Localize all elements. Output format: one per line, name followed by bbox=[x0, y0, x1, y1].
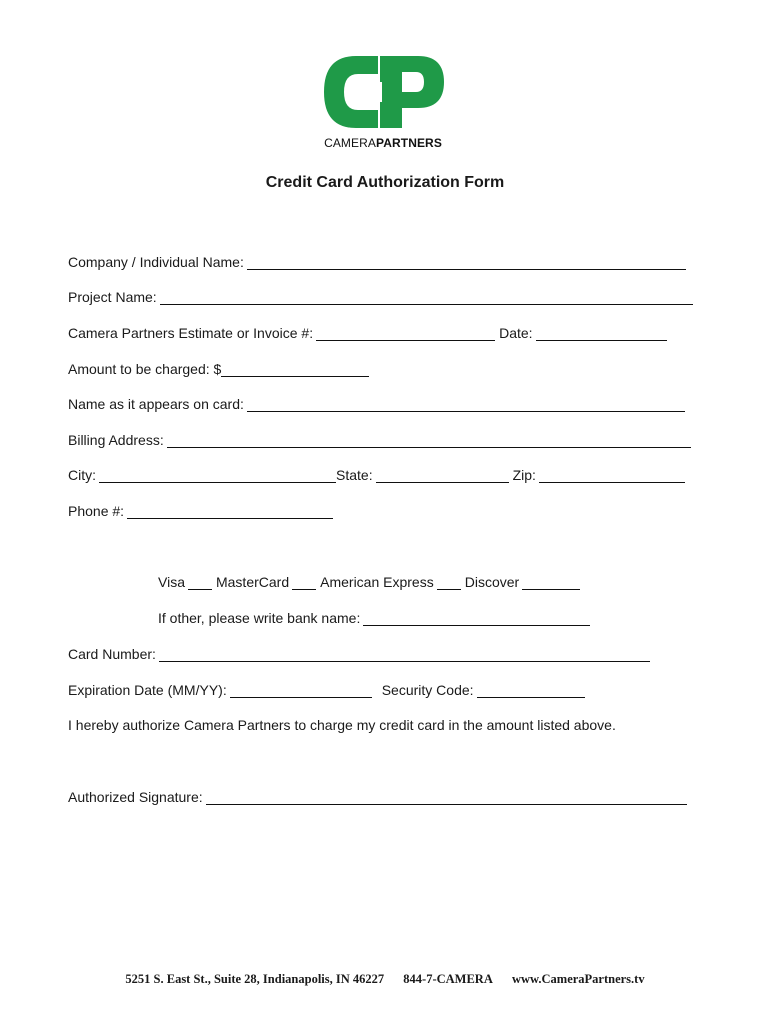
billing-field[interactable] bbox=[167, 433, 691, 448]
city-field[interactable] bbox=[99, 468, 336, 483]
billing-label: Billing Address: bbox=[68, 432, 164, 448]
logo-wordmark bbox=[318, 136, 448, 150]
other-bank-row bbox=[158, 606, 590, 626]
visa-label: Visa bbox=[158, 574, 185, 590]
billing-row bbox=[68, 428, 691, 448]
other-bank-label: If other, please write bank name: bbox=[158, 610, 361, 626]
amount-field[interactable] bbox=[221, 362, 369, 377]
project-label: Project Name: bbox=[68, 289, 157, 305]
zip-label: Zip: bbox=[512, 467, 536, 483]
security-field[interactable] bbox=[477, 683, 585, 698]
logo-name-bold: PARTNERS bbox=[376, 136, 442, 150]
phone-row bbox=[68, 499, 333, 519]
state-label: State: bbox=[336, 467, 373, 483]
company-row bbox=[68, 250, 686, 270]
mastercard-label: MasterCard bbox=[215, 574, 290, 590]
estimate-field[interactable] bbox=[316, 326, 495, 341]
estimate-label: Camera Partners Estimate or Invoice #: bbox=[68, 325, 314, 341]
project-row bbox=[68, 285, 693, 305]
signature-label: Authorized Signature: bbox=[68, 789, 203, 805]
city-state-zip-row bbox=[68, 463, 685, 483]
amount-label: Amount to be charged: $ bbox=[68, 361, 222, 377]
card-type-row bbox=[158, 570, 580, 590]
footer-website: www.CameraPartners.tv bbox=[511, 972, 645, 986]
project-field[interactable] bbox=[160, 290, 693, 305]
phone-field[interactable] bbox=[127, 504, 333, 519]
estimate-row bbox=[68, 321, 667, 341]
security-label: Security Code: bbox=[381, 682, 474, 698]
authorization-text: I hereby authorize Camera Partners to charge my credit card in the amount listed above. bbox=[68, 717, 616, 733]
footer bbox=[0, 972, 770, 987]
visa-checkbox[interactable] bbox=[188, 575, 212, 590]
mastercard-checkbox[interactable] bbox=[292, 575, 316, 590]
zip-field[interactable] bbox=[539, 468, 685, 483]
expiration-label: Expiration Date (MM/YY): bbox=[68, 682, 227, 698]
card-number-row bbox=[68, 642, 650, 662]
name-on-card-row bbox=[68, 392, 685, 412]
signature-row bbox=[68, 785, 687, 805]
cp-logo-mark bbox=[318, 52, 448, 132]
card-number-label: Card Number: bbox=[68, 646, 156, 662]
discover-label: Discover bbox=[464, 574, 520, 590]
name-on-card-label: Name as it appears on card: bbox=[68, 396, 244, 412]
other-bank-field[interactable] bbox=[363, 611, 590, 626]
date-field[interactable] bbox=[536, 326, 667, 341]
amex-label: American Express bbox=[320, 574, 434, 590]
form-title: Credit Card Authorization Form bbox=[265, 174, 505, 191]
discover-checkbox[interactable] bbox=[522, 575, 580, 590]
footer-address: 5251 S. East St., Suite 28, Indianapolis, IN 46227 bbox=[125, 972, 385, 986]
card-number-field[interactable] bbox=[159, 647, 650, 662]
state-field[interactable] bbox=[376, 468, 509, 483]
date-label: Date: bbox=[499, 325, 533, 341]
expiration-row bbox=[68, 678, 585, 698]
city-label: City: bbox=[68, 467, 96, 483]
amount-row bbox=[68, 357, 369, 377]
company-label: Company / Individual Name: bbox=[68, 254, 244, 270]
company-field[interactable] bbox=[247, 255, 686, 270]
name-on-card-field[interactable] bbox=[247, 397, 685, 412]
company-logo bbox=[318, 52, 448, 152]
authorization-row bbox=[68, 713, 616, 733]
logo-name-light: CAMERA bbox=[324, 136, 377, 150]
amex-checkbox[interactable] bbox=[437, 575, 461, 590]
signature-field[interactable] bbox=[206, 790, 687, 805]
footer-phone: 844-7-CAMERA bbox=[403, 972, 493, 986]
expiration-field[interactable] bbox=[230, 683, 372, 698]
phone-label: Phone #: bbox=[68, 503, 125, 519]
